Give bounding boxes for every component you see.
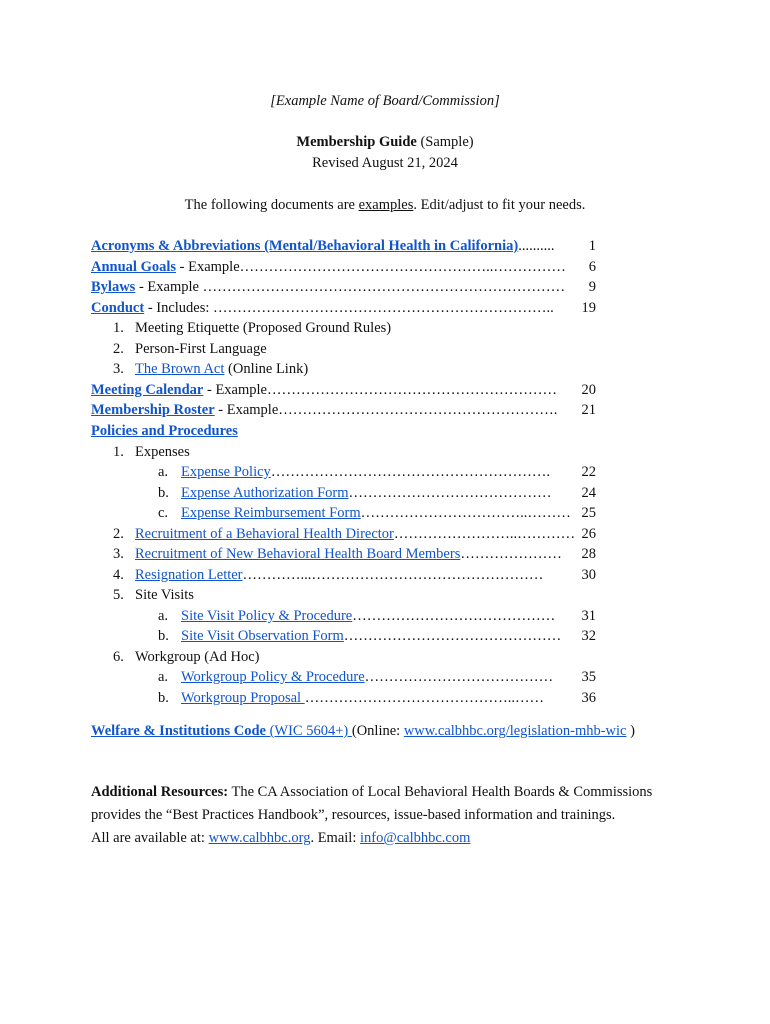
toc-entry-desc: - Example [214,402,279,418]
toc-dots: ……………………………………..…… [304,690,544,706]
list-marker: 3. [113,361,124,377]
page-number: 35 [581,669,596,685]
guide-title-rest: (Sample) [416,134,474,150]
annual-goals-link[interactable]: Annual Goals [91,259,177,275]
revised-date: Revised August 21, 2024 [312,155,458,171]
membership-roster-link[interactable]: Membership Roster [91,402,215,418]
meeting-calendar-link[interactable]: Meeting Calendar [91,382,204,398]
resources-line-1 [91,782,691,802]
list-marker: 1. [113,444,124,460]
workgroup-proposal-link[interactable]: Workgroup Proposal [181,690,305,706]
list-marker: 5. [113,587,124,603]
conduct-item-etiquette [113,318,596,338]
resources-line-3 [91,828,691,848]
online-label: (Online: [351,723,404,739]
toc-dots: ……………………..………… [393,526,576,542]
toc-dots: …………...………………………………………… [242,567,544,583]
toc-dots: …………………………………… [352,608,556,624]
page-number: 21 [581,402,596,418]
policy-subitem-expense-policy [158,462,596,482]
toc-entry-annual-goals [91,257,596,277]
guide-title [0,134,770,151]
toc-entry-policies [91,421,596,441]
page-number: 6 [588,259,596,275]
resources-line3-mid: . Email: [310,830,360,846]
toc-entry-desc: - Example [135,279,203,295]
resignation-letter-link[interactable]: Resignation Letter [135,567,243,583]
guide-title-bold: Membership Guide [296,134,417,150]
expense-policy-link[interactable]: Expense Policy [181,464,271,480]
page-number: 1 [588,238,596,254]
list-marker: c. [158,505,169,521]
toc-entry-conduct [91,298,596,318]
page-number: 32 [581,628,596,644]
policy-subitem-expense-reimb [158,503,596,523]
intro-before: The following documents are [184,197,359,213]
resources-line1-text: The CA Association of Local Behavioral Health Boards & Commissions [228,784,653,800]
toc-dots: …………………………………………………… [266,382,557,398]
page-number: 22 [581,464,596,480]
list-item-text: Expenses [135,444,190,460]
brown-act-link[interactable]: The Brown Act [135,361,225,377]
policy-subitem-site-form [158,626,596,646]
policies-link[interactable]: Policies and Procedures [91,423,238,439]
workgroup-policy-link[interactable]: Workgroup Policy & Procedure [181,669,365,685]
list-marker: b. [158,485,169,501]
list-item-text: Person-First Language [135,341,267,357]
calbhbc-site-link[interactable]: www.calbhbc.org [208,830,311,846]
conduct-item-brown-act [113,359,596,379]
toc-dots: ……………………………..……… [360,505,571,521]
list-marker: b. [158,628,169,644]
welfare-code-line [91,721,691,741]
policy-item-recruit-members [113,544,596,564]
policy-subitem-workgroup-proposal [158,688,596,708]
list-marker: 4. [113,567,124,583]
policy-subitem-expense-auth [158,483,596,503]
board-name: [Example Name of Board/Commission] [270,93,500,109]
toc-entry-meeting-calendar [91,380,596,400]
resources-label: Additional Resources: [91,784,229,800]
list-item-text: Meeting Etiquette (Proposed Ground Rules) [135,320,392,336]
email-link[interactable]: info@calbhbc.com [360,830,471,846]
toc-entry-bylaws [91,277,596,297]
list-marker: a. [158,464,169,480]
page-number: 30 [581,567,596,583]
conduct-item-person-first [113,339,596,359]
list-item-text: Site Visits [135,587,194,603]
acronyms-link[interactable]: Acronyms & Abbreviations (Mental/Behavioral Health in California) [91,238,519,254]
toc-entry-desc: - Includes: [144,300,214,316]
recruit-members-link[interactable]: Recruitment of New Behavioral Health Board Members [135,546,461,562]
list-marker: b. [158,690,169,706]
expense-authorization-link[interactable]: Expense Authorization Form [181,485,349,501]
site-visit-policy-link[interactable]: Site Visit Policy & Procedure [181,608,353,624]
list-item-text: Workgroup (Ad Hoc) [135,649,260,665]
toc-dots: …………………………………………………………….. [213,300,554,316]
policy-item-expenses [113,442,596,462]
toc-entry-desc: - Example [176,259,240,275]
resources-line3-before: All are available at: [91,830,209,846]
policy-item-site-visits [113,585,596,605]
page-number: 20 [581,382,596,398]
intro-after: . Edit/adjust to fit your needs. [413,197,586,213]
policy-item-resignation [113,565,596,585]
welfare-code-bold: Welfare & Institutions Code [91,723,266,739]
resources-line-2: provides the “Best Practices Handbook”, resources, issue-based information and trainings. [91,807,616,823]
page-number: 26 [581,526,596,542]
list-marker: 2. [113,526,124,542]
legislation-url-link[interactable]: www.calbhbc.org/legislation-mhb-wic [403,723,627,739]
page-number: 25 [581,505,596,521]
policy-subitem-workgroup-policy [158,667,596,687]
welfare-code-link[interactable] [91,723,352,739]
page-number: 9 [588,279,596,295]
conduct-link[interactable]: Conduct [91,300,145,316]
list-item-text: (Online Link) [224,361,309,377]
toc-dots: ………………………………… [364,669,554,685]
page-number: 24 [581,485,596,501]
list-marker: 6. [113,649,124,665]
policy-item-workgroup [113,647,596,667]
policy-item-recruit-director [113,524,596,544]
recruit-director-link[interactable]: Recruitment of a Behavioral Health Director [135,526,394,542]
toc-dots: …………………………………………………. [278,402,558,418]
toc-entry-membership-roster [91,400,596,420]
page-number: 28 [581,546,596,562]
page-number: 36 [581,690,596,706]
toc-dots: …………………………………………………. [270,464,550,480]
toc-dots: …………………………………… [348,485,552,501]
toc-entry-desc: - Example [203,382,267,398]
toc-dots: .......... [518,238,555,254]
list-marker: 3. [113,546,124,562]
intro-underlined: examples [358,197,414,213]
list-marker: 1. [113,320,124,336]
toc-entry-acronyms [91,236,596,256]
toc-dots: ………………………………………………………………… [202,279,566,295]
list-marker: a. [158,608,169,624]
expense-reimbursement-link[interactable]: Expense Reimbursement Form [181,505,361,521]
page-number: 19 [581,300,596,316]
welfare-code-wic: (WIC 5604+) [265,723,352,739]
page-number: 31 [581,608,596,624]
toc-dots: ……………………………………… [343,628,562,644]
site-visit-form-link[interactable]: Site Visit Observation Form [181,628,344,644]
bylaws-link[interactable]: Bylaws [91,279,136,295]
toc-dots: ………………… [460,546,562,562]
toc-dots: ……………………………………………..…………… [239,259,566,275]
policy-subitem-site-policy [158,606,596,626]
list-marker: a. [158,669,169,685]
list-marker: 2. [113,341,124,357]
online-close: ) [626,723,635,739]
intro-text [0,197,770,214]
